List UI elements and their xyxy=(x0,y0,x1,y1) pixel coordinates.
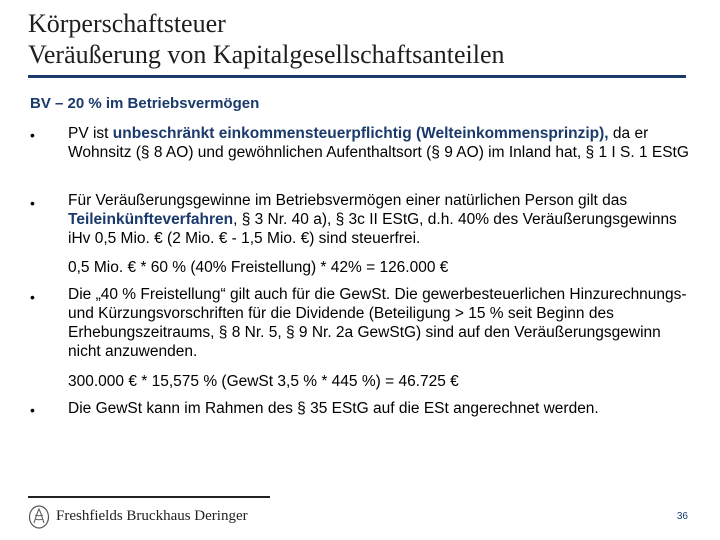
bullet-1-part-1: PV ist xyxy=(68,125,113,142)
company-logo-icon xyxy=(28,505,50,529)
bullet-text-2 xyxy=(68,191,693,248)
bullet-text-1 xyxy=(68,124,693,162)
bullet-text-4 xyxy=(68,399,693,418)
bullet-2-highlight: Teileinkünfteverfahren xyxy=(68,211,234,228)
bullet-3-part-1: Die „40 % Freistellung“ gilt auch für die GewSt. Die gewerbesteuerlichen Hinzurechnungs- und Kürzungsvorschriften für die Dividende (Beteiligung > 15 % seit Beginn des Erhebungszeitraums, § 8 Nr. 5, § 9 Nr. 2a GewStG) sind auf den Veräußerungsgewinn nicht anzuwenden. xyxy=(68,286,687,360)
page-number: 36 xyxy=(676,511,688,522)
title-divider xyxy=(28,75,686,78)
company-logo-text: Freshfields Bruckhaus Deringer xyxy=(56,508,248,524)
bullet-marker: • xyxy=(30,127,35,143)
bullet-2-part-3: , § 3 Nr. 40 a), § 3c II EStG, d.h. 40% des Veräußerungsgewinns iHv 0,5 Mio. € (2 Mio. € - 1,5 Mio. €) sind steuerfrei. xyxy=(68,211,677,247)
footer-divider xyxy=(28,496,270,498)
calculation-2: 300.000 € * 15,575 % (GewSt 3,5 % * 445 %) = 46.725 € xyxy=(68,373,459,390)
calculation-1: 0,5 Mio. € * 60 % (40% Freistellung) * 42% = 126.000 € xyxy=(68,259,449,276)
title-line-1: Körperschaftsteuer xyxy=(28,9,226,38)
slide-title xyxy=(28,8,708,70)
bullet-2-part-1: Für Veräußerungsgewinne im Betriebsvermögen einer natürlichen Person gilt das xyxy=(68,192,628,209)
bullet-1-highlight: unbeschränkt einkommensteuerpflichtig (Welteinkommensprinzip), xyxy=(112,125,609,142)
bullet-marker: • xyxy=(30,289,35,305)
section-subheading: BV – 20 % im Betriebsvermögen xyxy=(30,95,260,112)
bullet-1-part-3: da er Wohnsitz (§ 8 AO) und gewöhnlichen Aufenthaltsort (§ 9 AO) im Inland hat, § 1 I S. 1 EStG xyxy=(68,125,689,161)
bullet-marker: • xyxy=(30,195,35,211)
bullet-marker: • xyxy=(30,402,35,418)
bullet-4-part-1: Die GewSt kann im Rahmen des § 35 EStG auf die ESt angerechnet werden. xyxy=(68,400,599,417)
title-line-2: Veräußerung von Kapitalgesellschaftsanteilen xyxy=(28,40,505,69)
bullet-text-3 xyxy=(68,285,693,361)
